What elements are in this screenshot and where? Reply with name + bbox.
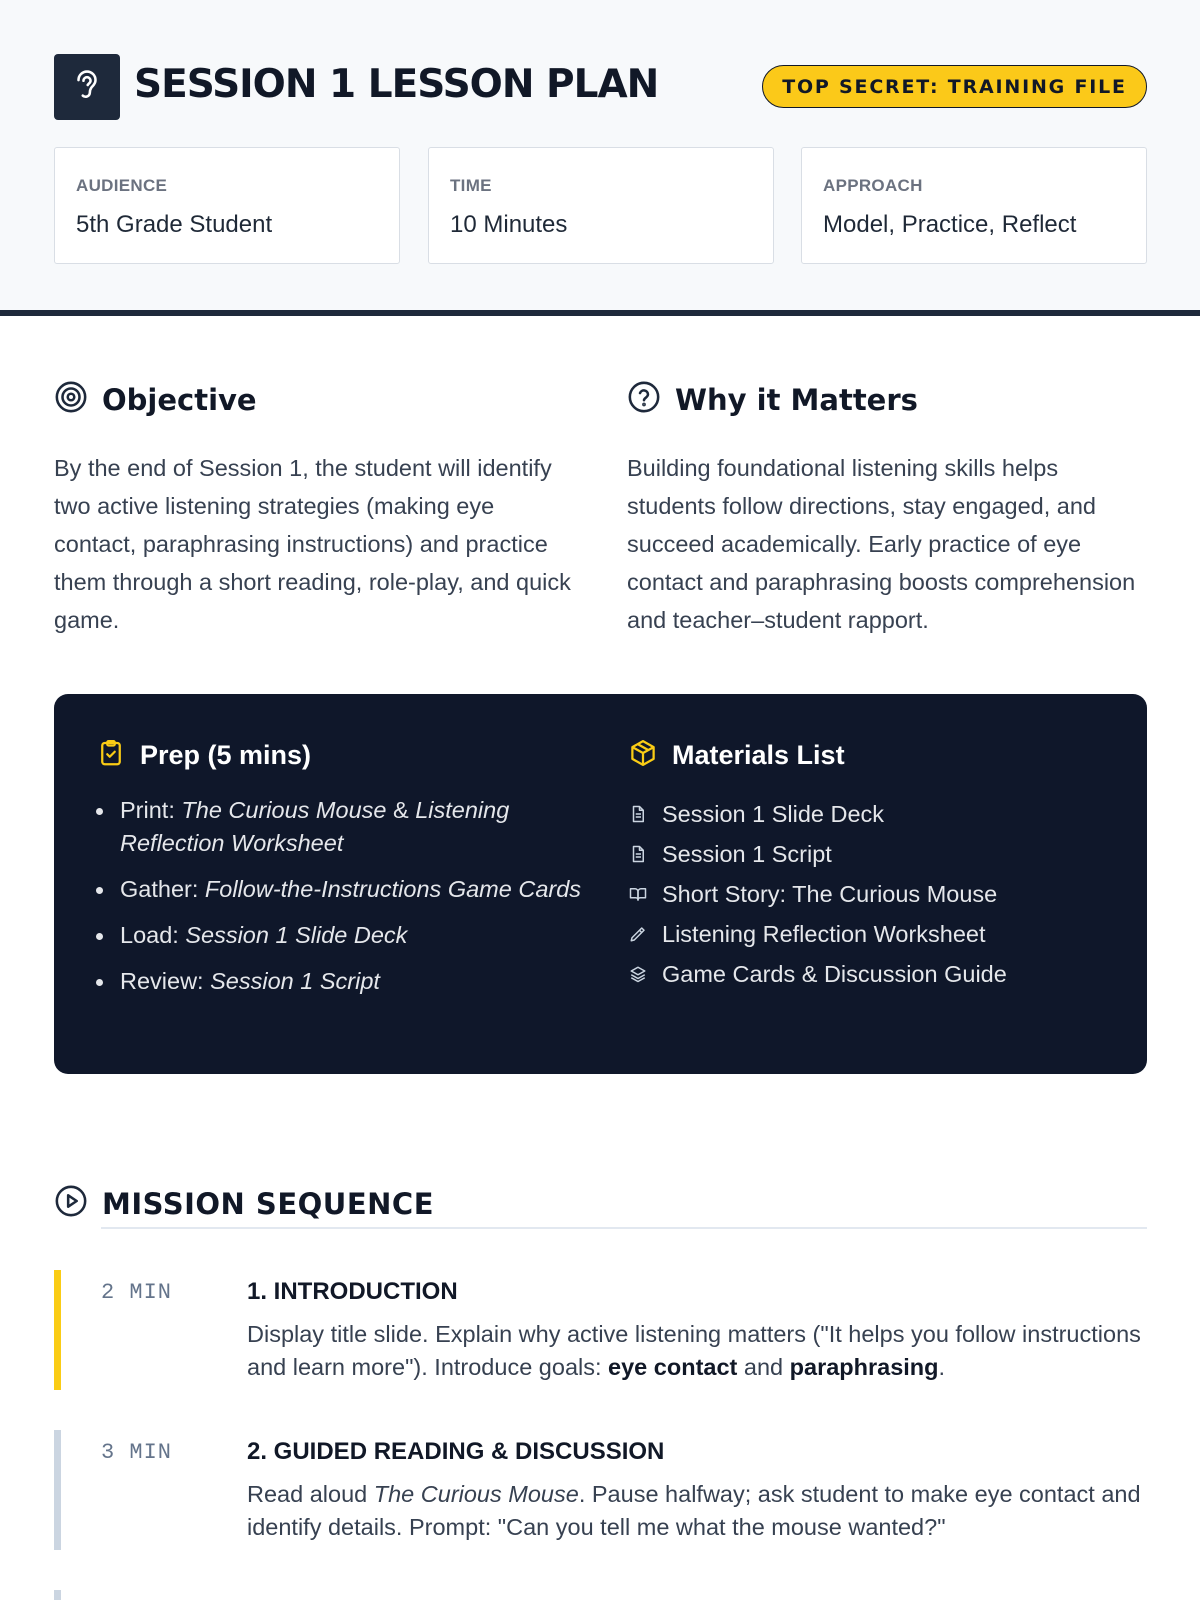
- logo: [54, 54, 120, 120]
- material-label: Session 1 Script: [662, 840, 832, 867]
- meta-value: Model, Practice, Reflect: [823, 211, 1077, 238]
- sequence-step: [54, 1270, 1147, 1390]
- step-accent-bar: [54, 1430, 61, 1550]
- objective-title: Objective: [102, 382, 257, 417]
- clipboard-check-icon: [96, 738, 126, 773]
- mission-title: MISSION SEQUENCE: [102, 1186, 434, 1221]
- prep-label: Load:: [120, 922, 179, 948]
- prep-item-gather: [120, 873, 590, 906]
- meta-label: AUDIENCE: [76, 176, 168, 195]
- meta-value: 5th Grade Student: [76, 211, 273, 238]
- prep-title: Prep (5 mins): [140, 740, 312, 770]
- prep-materials-panel: [54, 694, 1147, 1074]
- prep-item-name: Session 1 Slide Deck: [185, 922, 408, 948]
- step-description: Display title slide. Explain why active listening matters ("It helps you follow instructions and learn more"). Introduce goals: eye contact and paraphrasing.: [247, 1321, 1141, 1380]
- material-item: [628, 834, 1007, 874]
- mission-heading: [54, 1184, 434, 1223]
- meta-value: 10 Minutes: [450, 211, 568, 238]
- objective-heading: [54, 380, 257, 419]
- prep-item-print: [120, 794, 590, 860]
- target-icon: [54, 380, 88, 419]
- meta-card-audience: [54, 147, 400, 264]
- objective-text: By the end of Session 1, the student will identify two active listening strategies (making eye contact, paraphrasing instructions) and practice them through a short reading, role-play, and quick game.: [54, 455, 571, 633]
- play-circle-icon: [54, 1184, 88, 1223]
- box-icon: [628, 738, 658, 773]
- question-circle-icon: [627, 380, 661, 419]
- step-accent-bar: [54, 1270, 61, 1390]
- material-label: Listening Reflection Worksheet: [662, 920, 986, 947]
- prep-item-load: [120, 919, 590, 952]
- why-title: Why it Matters: [675, 382, 918, 417]
- material-label: Short Story: The Curious Mouse: [662, 880, 998, 907]
- layers-icon: [628, 964, 648, 984]
- step-time: 3 MIN: [101, 1440, 173, 1465]
- materials-heading: [628, 738, 845, 773]
- materials-title: Materials List: [672, 740, 845, 770]
- why-heading: [627, 380, 918, 419]
- material-item: [628, 874, 1007, 914]
- book-open-icon: [628, 884, 648, 904]
- prep-item-name: Listening Reflection Worksheet: [120, 797, 510, 856]
- prep-joiner: &: [393, 797, 409, 823]
- meta-label: APPROACH: [823, 176, 923, 195]
- divider: [101, 1227, 1147, 1229]
- step-time: 2 MIN: [101, 1280, 173, 1305]
- step-title: 1. INTRODUCTION: [247, 1278, 458, 1305]
- materials-list: [628, 794, 1007, 994]
- prep-label: Review:: [120, 968, 204, 994]
- material-label: Session 1 Slide Deck: [662, 800, 885, 827]
- prep-list: [120, 794, 590, 1011]
- document-icon: [628, 804, 648, 824]
- header: [0, 0, 1200, 316]
- step-description: Read aloud The Curious Mouse. Pause halfway; ask student to make eye contact and identify details. Prompt: "Can you tell me what the mouse wanted?": [247, 1481, 1141, 1540]
- prep-label: Print:: [120, 797, 175, 823]
- step-title: 2. GUIDED READING & DISCUSSION: [247, 1438, 665, 1465]
- prep-item-name: Session 1 Script: [210, 968, 380, 994]
- material-item: [628, 914, 1007, 954]
- prep-item-review: [120, 965, 590, 998]
- material-item: [628, 954, 1007, 994]
- page-title: SESSION 1 LESSON PLAN: [134, 62, 659, 107]
- step-accent-bar: [54, 1590, 61, 1600]
- meta-card-time: [428, 147, 774, 264]
- material-label: Game Cards & Discussion Guide: [662, 960, 1007, 987]
- classification-badge: TOP SECRET: TRAINING FILE: [762, 65, 1147, 108]
- sequence-step: [54, 1430, 1147, 1550]
- prep-label: Gather:: [120, 876, 199, 902]
- meta-card-approach: [801, 147, 1147, 264]
- ear-icon: [70, 68, 104, 107]
- document-icon: [628, 844, 648, 864]
- prep-item-name: Follow-the-Instructions Game Cards: [204, 876, 582, 902]
- prep-item-name: The Curious Mouse: [181, 797, 387, 823]
- prep-heading: [96, 738, 311, 773]
- meta-label: TIME: [450, 176, 492, 195]
- why-text: Building foundational listening skills helps students follow directions, stay engaged, and succeed academically. Early practice of eye contact and paraphrasing boosts comprehension and teacher–student rapport.: [627, 455, 1136, 633]
- pen-icon: [628, 924, 648, 944]
- material-item: [628, 794, 1007, 834]
